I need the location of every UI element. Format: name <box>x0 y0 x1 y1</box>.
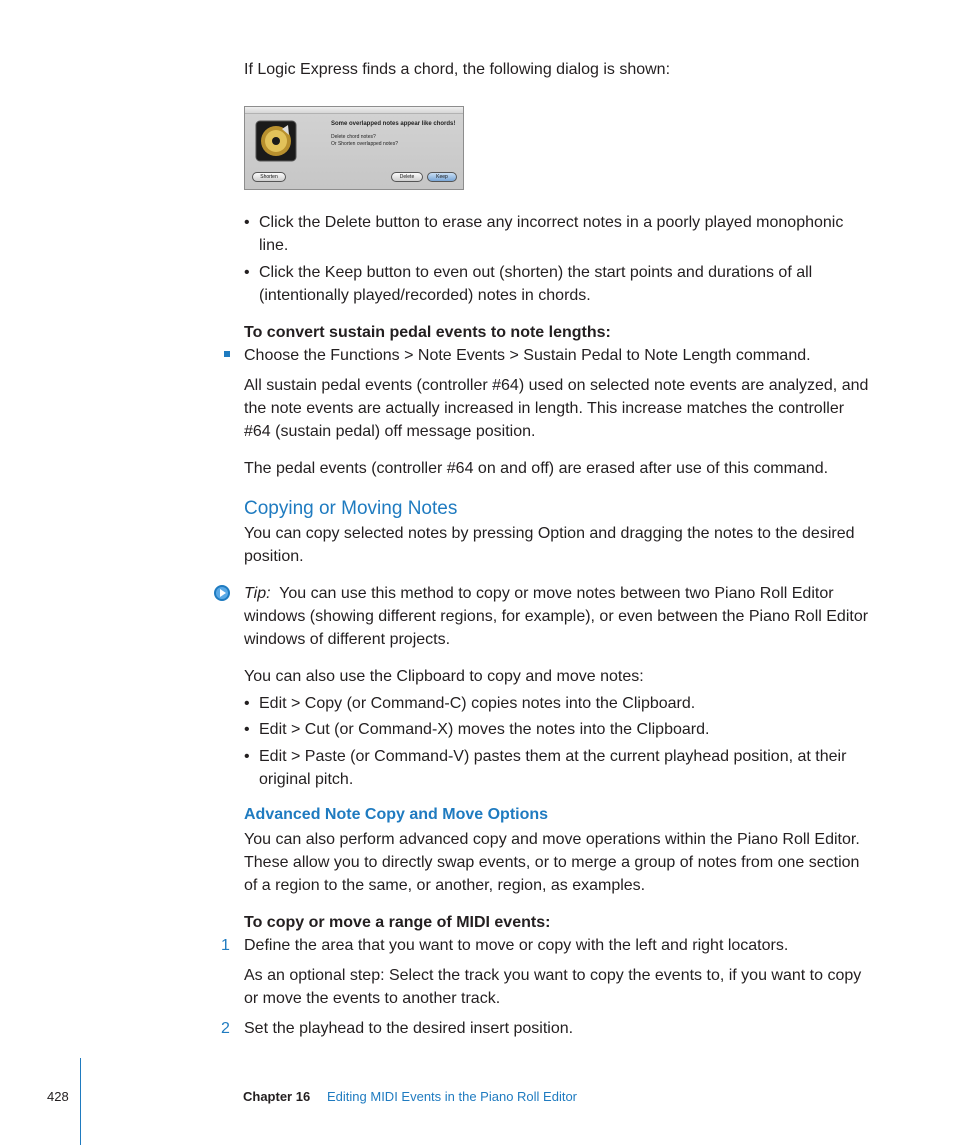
paragraph: The pedal events (controller #64 on and off) are erased after use of this command. <box>244 460 829 477</box>
list-item <box>244 211 874 257</box>
tip-text: You can use this method to copy or move notes between two Piano Roll Editor windows (showing different regions, for example), or even between the Piano Roll Editor windows of different projects. <box>244 585 869 648</box>
delete-button[interactable]: Delete <box>391 172 423 182</box>
chapter-title: Editing MIDI Events in the Piano Roll Editor <box>327 1089 578 1104</box>
bullet-mark: • <box>244 264 250 281</box>
step-number: 1 <box>221 937 230 954</box>
logic-app-icon <box>255 120 297 162</box>
paragraph: All sustain pedal events (controller #64) used on selected note events are analyzed, and the note events are actually increased in length. This increase matches the controller #64 (sustain pedal) off message position. <box>244 377 869 440</box>
bullet-mark: • <box>244 214 250 231</box>
chapter-label: Chapter 16 <box>243 1089 311 1104</box>
tip-label: Tip: <box>244 585 271 602</box>
square-bullet <box>224 351 230 357</box>
tip-arrow-icon <box>213 584 231 602</box>
task-heading: To convert sustain pedal events to note lengths: <box>244 324 611 341</box>
section-heading: Copying or Moving Notes <box>244 498 458 519</box>
dialog-line-1: Delete chord notes? <box>331 134 376 140</box>
task-step: Set the playhead to the desired insert position. <box>244 1020 574 1037</box>
chord-dialog-screenshot <box>244 106 464 190</box>
dialog-line-2: Or Shorten overlapped notes? <box>331 141 398 147</box>
dialog-title: Some overlapped notes appear like chords! <box>331 121 456 127</box>
footer-divider <box>80 1058 81 1145</box>
list-item-text: Click the Delete button to erase any incorrect notes in a poorly played monophonic line. <box>259 214 844 254</box>
list-item <box>244 261 874 307</box>
task-heading: To copy or move a range of MIDI events: <box>244 914 551 931</box>
list-item <box>244 745 874 791</box>
list-item-text: Edit > Cut (or Command-X) moves the notes into the Clipboard. <box>259 721 710 738</box>
list-item-text: Edit > Paste (or Command-V) pastes them at the current playhead position, at their original pitch. <box>259 748 847 788</box>
dialog-title-bar <box>245 107 463 114</box>
list-item <box>244 692 874 715</box>
subsection-heading: Advanced Note Copy and Move Options <box>244 806 549 823</box>
shorten-button[interactable]: Shorten <box>252 172 286 182</box>
tip-paragraph <box>244 582 874 651</box>
list-item-text: Click the Keep button to even out (shorten) the start points and durations of all (intentionally played/recorded) notes in chords. <box>259 264 813 304</box>
intro-text: If Logic Express finds a chord, the following dialog is shown: <box>244 61 671 78</box>
paragraph: As an optional step: Select the track you want to copy the events to, if you want to copy or move the events to another track. <box>244 967 862 1007</box>
task-step: Choose the Functions > Note Events > Sustain Pedal to Note Length command. <box>244 347 811 364</box>
task-step: Define the area that you want to move or copy with the left and right locators. <box>244 937 789 954</box>
page-number: 428 <box>47 1089 69 1104</box>
list-item <box>244 718 874 741</box>
keep-button[interactable]: Keep <box>427 172 457 182</box>
paragraph: You can also use the Clipboard to copy and move notes: <box>244 668 644 685</box>
step-number: 2 <box>221 1020 230 1037</box>
list-item-text: Edit > Copy (or Command-C) copies notes into the Clipboard. <box>259 695 696 712</box>
bullet-mark: • <box>244 748 250 765</box>
bullet-mark: • <box>244 695 250 712</box>
paragraph: You can also perform advanced copy and move operations within the Piano Roll Editor. These allow you to directly swap events, or to merge a group of notes from one section of a region to the same, or another, region, as examples. <box>244 831 860 894</box>
bullet-mark: • <box>244 721 250 738</box>
paragraph: You can copy selected notes by pressing Option and dragging the notes to the desired position. <box>244 525 855 565</box>
